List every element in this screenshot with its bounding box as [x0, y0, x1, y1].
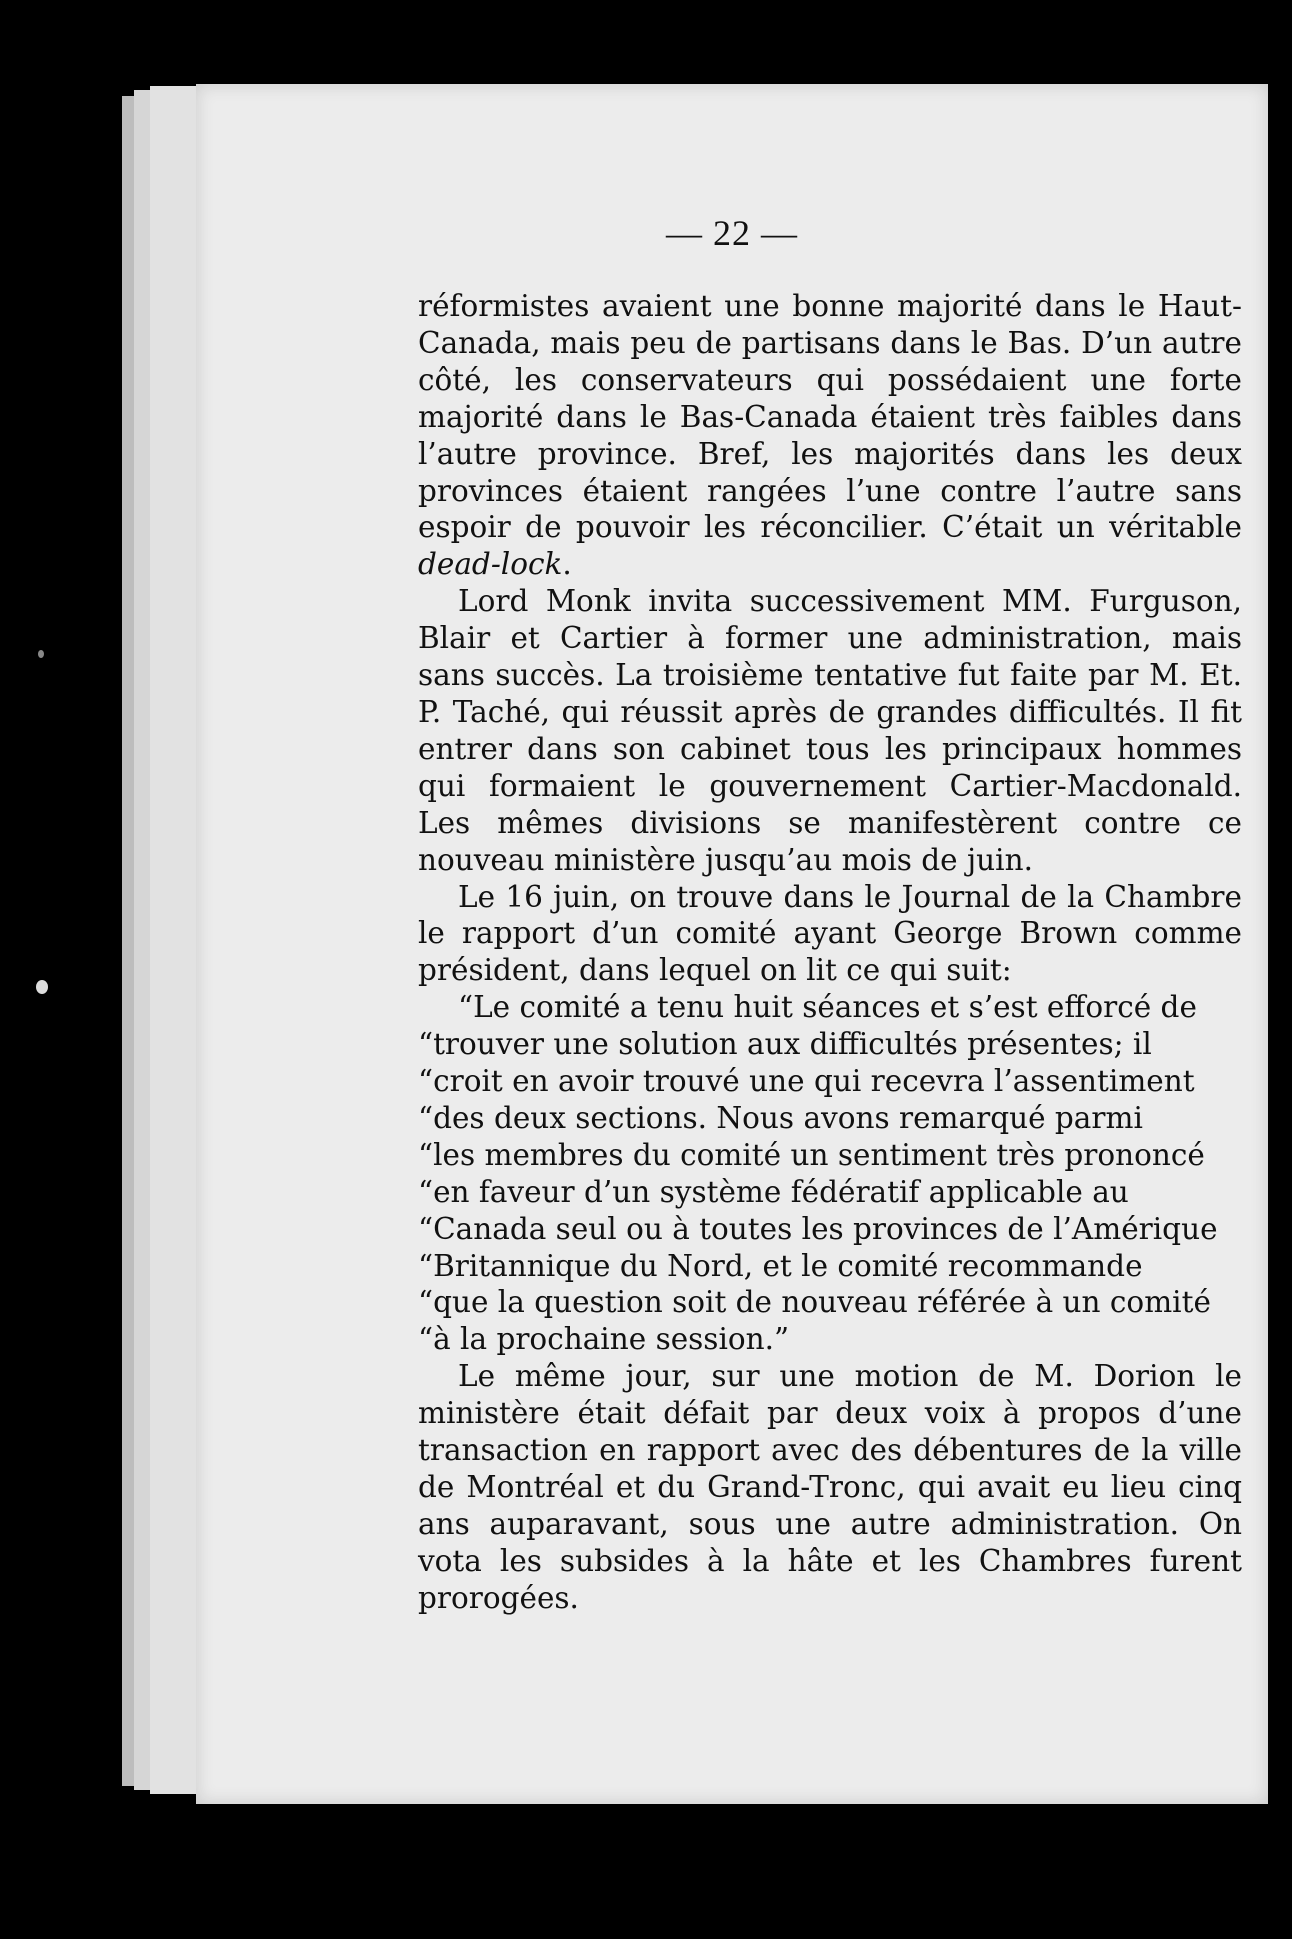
- paragraph-3: Le 16 juin, on trouve dans le Journal de la Chambre le rapport d’un comité ayant George Brown comme président, dans lequel on lit ce qui suit:: [418, 879, 1242, 988]
- paragraph-2: Lord Monk invita successivement MM. Furguson, Blair et Cartier à former une administration, mais sans succès. La troisième tentative fut faite par M. Et. P. Taché, qui réussit après de grandes difficultés. Il fit entrer dans son cabinet tous les principaux hommes qui formaient le gouvernement Cartier-Macdonald. Les mêmes divisions se manifestèrent contre ce nouveau ministère jusqu’au mois de juin.: [418, 584, 1242, 877]
- quote-line: “croit en avoir trouvé une qui recevra l’assentiment: [418, 1064, 1195, 1099]
- paragraph-1: [418, 288, 1242, 583]
- body-text: [418, 288, 1242, 1617]
- quote-line: “les membres du comité un sentiment très prononcé: [418, 1137, 1205, 1172]
- quote-line: “Canada seul ou à toutes les provinces de l’Amérique: [418, 1211, 1218, 1246]
- quote-line: “Le comité a tenu huit séances et s’est efforcé de: [458, 990, 1197, 1025]
- paragraph-1-text: réformistes avaient une bonne majorité dans le Haut-Canada, mais peu de partisans dans le Bas. D’un autre côté, les conservateurs qui possédaient une forte majorité dans le Bas-Canada étaient très faibles dans l’autre province. Bref, les majorités dans les deux provinces étaient rangées l’une contre l’autre sans espoir de pouvoir les réconcilier. C’était un véritable: [418, 289, 1242, 545]
- quote-line: “trouver une solution aux difficultés présentes; il: [418, 1027, 1152, 1062]
- italic-term: dead-lock: [418, 547, 563, 582]
- book-page: [196, 84, 1268, 1804]
- scan-speck: [38, 650, 44, 658]
- scan-speck: [36, 980, 48, 994]
- committee-quote: [418, 989, 1242, 1358]
- quote-line: “à la prochaine session.”: [418, 1322, 790, 1357]
- quote-line: “que la question soit de nouveau référée à un comité: [418, 1285, 1211, 1320]
- quote-line: “des deux sections. Nous avons remarqué parmi: [418, 1100, 1143, 1135]
- quote-line: “Britannique du Nord, et le comité recommande: [418, 1248, 1143, 1283]
- page-number: — 22 —: [666, 213, 798, 253]
- page-stack-edge: [150, 86, 200, 1794]
- quote-line: “en faveur d’un système fédératif applicable au: [418, 1174, 1129, 1209]
- paragraph-1-end: .: [562, 547, 572, 582]
- paragraph-final: Le même jour, sur une motion de M. Dorion le ministère était défait par deux voix à propos d’une transaction en rapport avec des débentures de la ville de Montréal et du Grand-Tronc, qui avait eu lieu cinq ans auparavant, sous une autre administration. On vota les subsides à la hâte et les Chambres furent prorogées.: [418, 1359, 1242, 1615]
